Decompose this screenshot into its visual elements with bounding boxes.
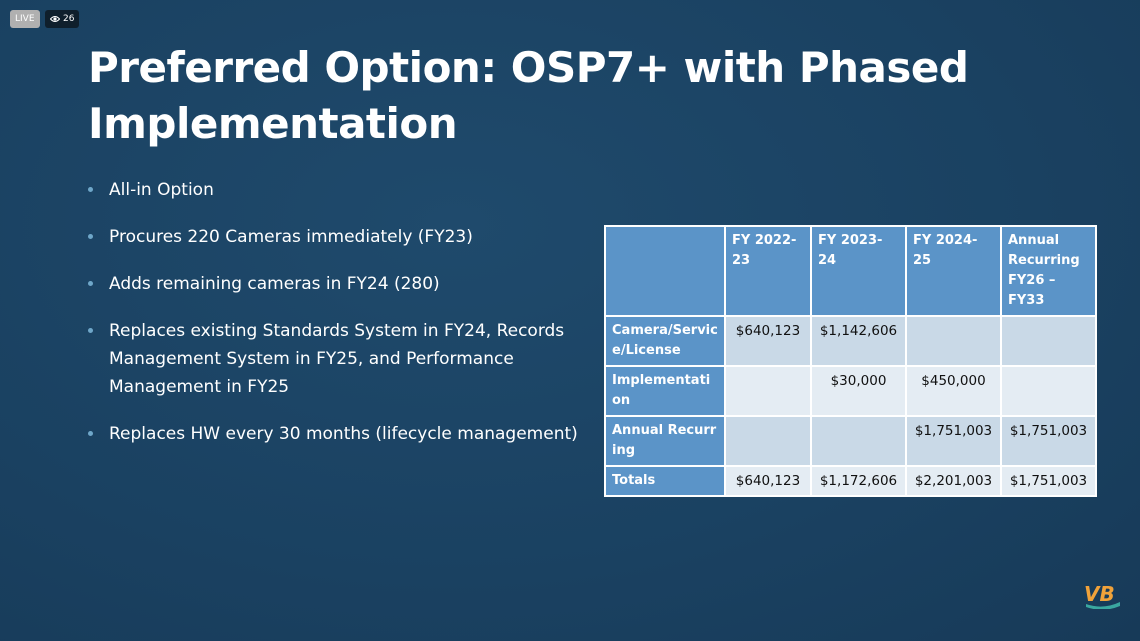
row-label: Camera/Service/License	[605, 316, 725, 366]
totals-row	[605, 466, 1096, 496]
viewer-count: 26	[63, 14, 75, 24]
table-cell: $640,123	[725, 316, 811, 366]
table-cell: $1,172,606	[811, 466, 906, 496]
bullet-item	[88, 317, 588, 401]
table-header-cell: FY 2024-25	[906, 226, 1001, 316]
bullet-text: Replaces HW every 30 months (lifecycle management)	[109, 424, 578, 444]
slide-title	[88, 40, 988, 152]
table-cell: $1,751,003	[1001, 466, 1096, 496]
bullet-list	[88, 176, 588, 467]
table-cell: $640,123	[725, 466, 811, 496]
row-label: Annual Recurring	[605, 416, 725, 466]
bullet-item	[88, 223, 588, 251]
table-cell: $1,751,003	[1001, 416, 1096, 466]
slide-title-line-1: Preferred Option: OSP7+ with Phased	[88, 43, 969, 92]
bullet-text: All-in Option	[109, 180, 214, 200]
viewer-count-badge	[45, 10, 79, 28]
table-row	[605, 416, 1096, 466]
table-cell	[906, 316, 1001, 366]
logo-text: VB	[1084, 582, 1115, 606]
bullet-dot-icon	[88, 187, 93, 192]
bullet-text: Adds remaining cameras in FY24 (280)	[109, 274, 440, 294]
bullet-item	[88, 176, 588, 204]
bullet-item	[88, 270, 588, 298]
table-header-cell: FY 2023-24	[811, 226, 906, 316]
table-row	[605, 316, 1096, 366]
table-row	[605, 366, 1096, 416]
cost-table	[604, 225, 1097, 497]
table-cell	[725, 366, 811, 416]
table-header-cell	[605, 226, 725, 316]
table-header-row	[605, 226, 1096, 316]
live-badge: LIVE	[10, 10, 40, 28]
slide-title-line-2: Implementation	[88, 99, 458, 148]
bullet-dot-icon	[88, 281, 93, 286]
vb-logo	[1084, 583, 1122, 609]
eye-icon	[50, 15, 60, 23]
row-label: Totals	[605, 466, 725, 496]
table-header-cell: FY 2022-23	[725, 226, 811, 316]
bullet-dot-icon	[88, 328, 93, 333]
bullet-text: Replaces existing Standards System in FY24, Records Management System in FY25, and Performance Management in FY25	[109, 321, 565, 397]
table-cell	[725, 416, 811, 466]
bullet-dot-icon	[88, 431, 93, 436]
table-cell	[1001, 366, 1096, 416]
table-cell	[811, 416, 906, 466]
row-label: Implementation	[605, 366, 725, 416]
bullet-dot-icon	[88, 234, 93, 239]
bullet-item	[88, 420, 588, 448]
table-cell	[1001, 316, 1096, 366]
table-cell: $1,142,606	[811, 316, 906, 366]
table-cell: $30,000	[811, 366, 906, 416]
table-cell: $1,751,003	[906, 416, 1001, 466]
table-cell: $2,201,003	[906, 466, 1001, 496]
table-header-cell: Annual Recurring FY26 –FY33	[1001, 226, 1096, 316]
table-cell: $450,000	[906, 366, 1001, 416]
bullet-text: Procures 220 Cameras immediately (FY23)	[109, 227, 473, 247]
